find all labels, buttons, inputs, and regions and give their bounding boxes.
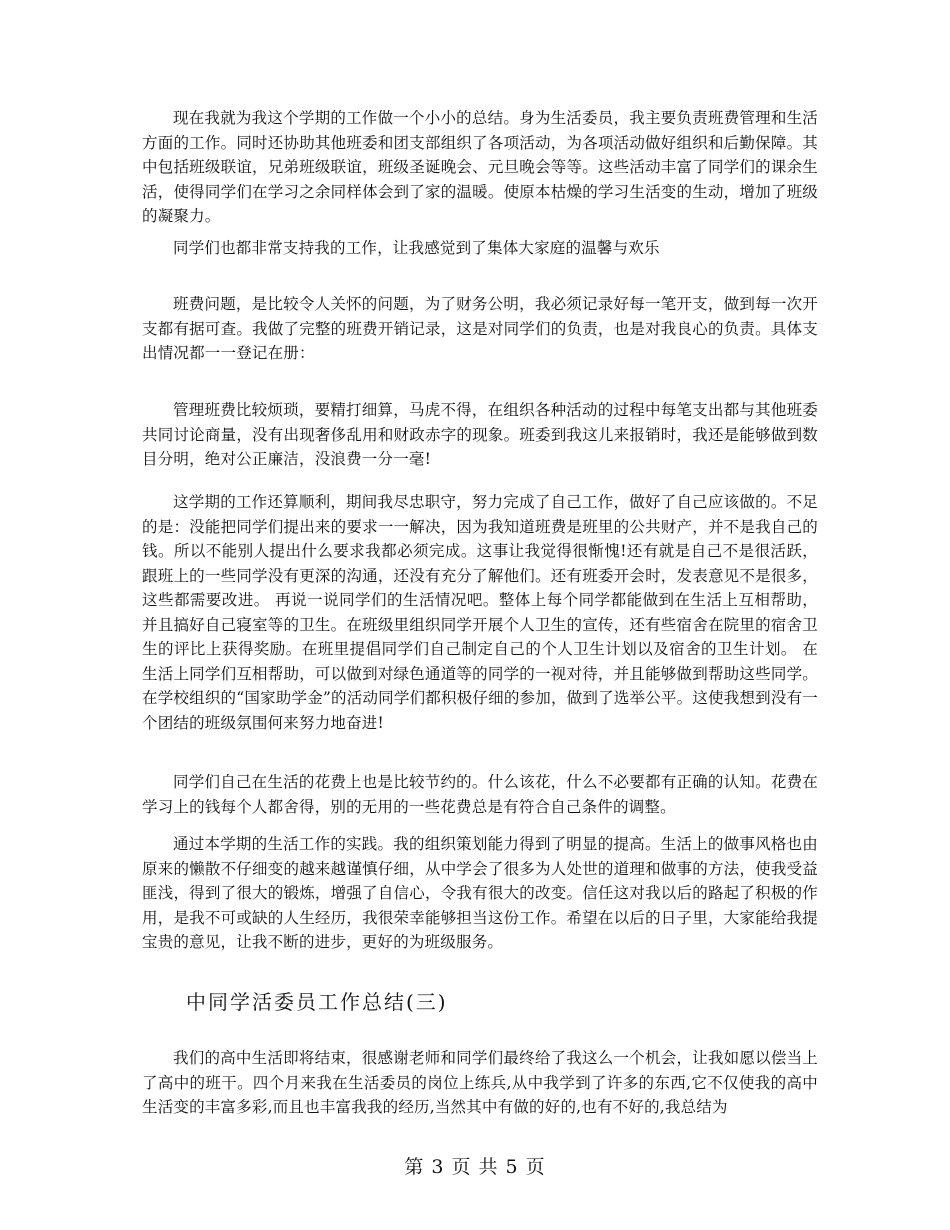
page-footer: 第 3 页 共 5 页 <box>404 1156 546 1178</box>
paragraph-1: 现在我就为我这个学期的工作做一个小小的总结。身为生活委员，我主要负责班费管理和生活方面的工作。同时还协助其他班委和团支部组织了各项活动，为各项活动做好组织和后勤保障。其中包括班级联谊，兄弟班级联谊，班级圣诞晚会、元旦晚会等等。这些活动丰富了同学们的课余生活，使得同学们在学习之余同样体会到了家的温暖。使原本枯燥的学习生活变的生动，增加了班级的凝聚力。 <box>142 109 818 225</box>
closing-paragraph: 我们的高中生活即将结束，很感谢老师和同学们最终给了我这么一个机会，让我如愿以偿当上了高中的班干。四个月来我在生活委员的岗位上练兵,从中我学到了许多的东西,它不仅使我的高中生活变的丰富多彩,而且也丰富我我的经历,当然其中有做的好的,也有不好的,我总结为 <box>142 1049 818 1116</box>
paragraph-2: 同学们也都非常支持我的工作，让我感觉到了集体大家庭的温馨与欢乐 <box>173 239 660 257</box>
paragraph-3: 班费问题，是比较令人关怀的问题，为了财务公明，我必须记录好每一笔开支，做到每一次开支都有据可查。我做了完整的班费开销记录，这是对同学们的负责，也是对我良心的负责。具体支出情况都一一登记在册： <box>142 295 818 362</box>
paragraph-7: 通过本学期的生活工作的实践。我的组织策划能力得到了明显的提高。生活上的做事风格也由原来的懒散不仔细变的越来越谨慎仔细，从中学会了很多为人处世的道理和做事的方法，使我受益匪浅，得到了很大的锻炼，增强了自信心，令我有很大的改变。信任这对我以后的路起了积极的作用，是我不可或缺的人生经历，我很荣幸能够担当这份工作。希望在以后的日子里，大家能给我提宝贵的意见，让我不断的进步，更好的为班级服务。 <box>142 835 818 951</box>
paragraph-6: 同学们自己在生活的花费上也是比较节约的。什么该花，什么不必要都有正确的认知。花费在学习上的钱每个人都舍得，别的无用的一些花费总是有符合自己条件的调整。 <box>142 773 818 816</box>
paragraph-5: 这学期的工作还算顺利，期间我尽忠职守，努力完成了自己工作，做好了自己应该做的。不足的是：没能把同学们提出来的要求一一解决，因为我知道班费是班里的公共财产，并不是我自己的钱。所以不能别人提出什么要求我都必须完成。这事让我觉得很惭愧!还有就是自己不是很活跃，跟班上的一些同学没有更深的沟通，还没有充分了解他们。还有班委开会时，发表意见不是很多，这些都需要改进。 再说一说同学们的生活情况吧。整体上每个同学都能做到在生活上互相帮助，并且搞好自己寝室等的卫生。在班级里组织同学开展个人卫生的宣传，还有些宿舍在院里的宿舍卫生的评比上获得奖励。在班里提倡同学们自己制定自己的个人卫生计划以及宿舍的卫生计划。 在生活上同学们互相帮助，可以做到对绿色通道等的同学的一视对待，并且能够做到帮助这些同学。在学校组织的“国家助学金”的活动同学们都积极仔细的参加，做到了选举公平。这使我想到没有一个团结的班级氛围何来努力地奋进! <box>142 493 818 732</box>
paragraph-4: 管理班费比较烦琐，要精打细算，马虎不得，在组织各种活动的过程中每笔支出都与其他班委共同讨论商量，没有出现奢侈乱用和财政赤字的现象。班委到我这儿来报销时，我还是能够做到数目分明，绝对公正廉洁，没浪费一分一毫! <box>142 401 818 468</box>
section-heading: 中同学活委员工作总结(三) <box>186 990 448 1014</box>
